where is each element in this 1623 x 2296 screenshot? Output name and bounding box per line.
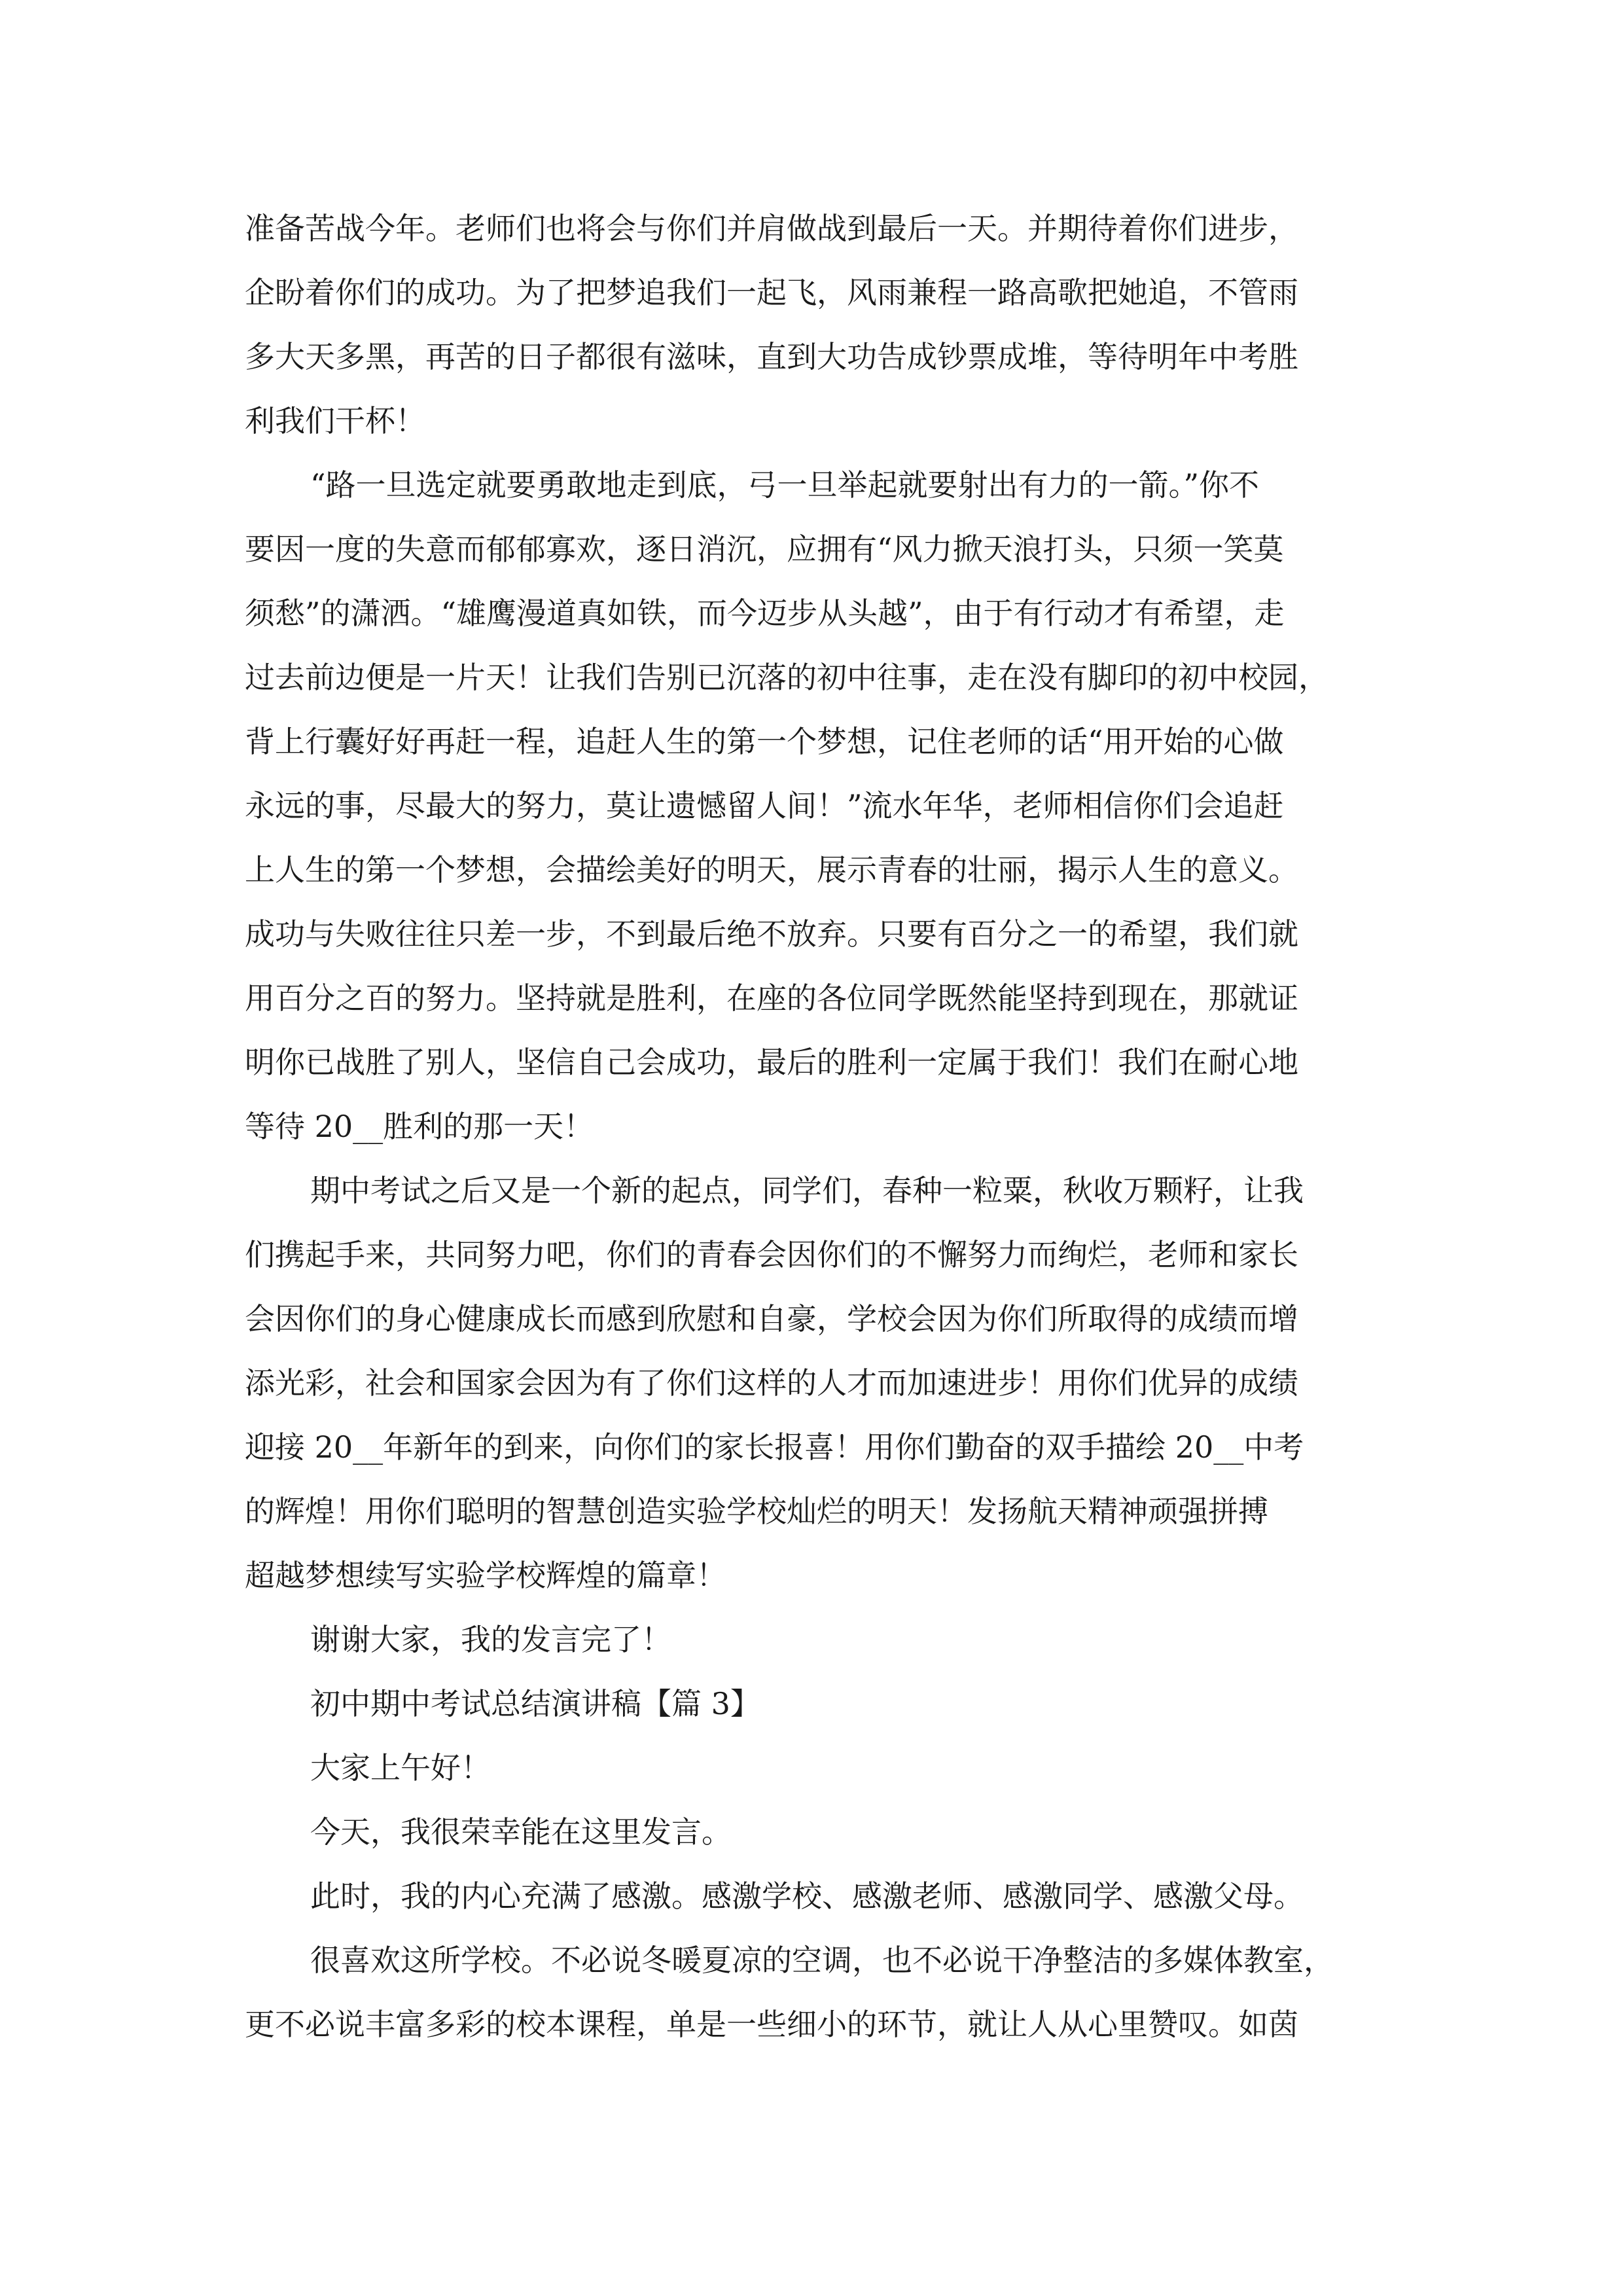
paragraph [245,1736,1397,1800]
text-line: 成功与失败往往只差一步，不到最后绝不放弃。只要有百分之一的希望，我们就 [245,916,1298,952]
text-line: 大家上午好！ [310,1750,491,1785]
text-line: 们携起手来，共同努力吧，你们的青春会因你们的不懈努力而绚烂，老师和家长 [245,1237,1298,1272]
text-line: 期中考试之后又是一个新的起点，同学们，春种一粒粟，秋收万颗籽，让我 [310,1173,1304,1208]
text-line: 超越梦想续写实验学校辉煌的篇章！ [245,1558,726,1593]
paragraph [245,453,1397,1158]
paragraph [245,1800,1397,1864]
paragraph [245,1672,1397,1736]
text-line: 用百分之百的努力。坚持就是胜利，在座的各位同学既然能坚持到现在，那就证 [245,980,1298,1016]
text-line: 会因你们的身心健康成长而感到欣慰和自豪，学校会因为你们所取得的成绩而增 [245,1301,1298,1336]
text-line: 须愁”的潇洒。“雄鹰漫道真如铁，而今迈步从头越”，由于有行动才有希望，走 [245,596,1285,631]
text-line: 的辉煌！用你们聪明的智慧创造实验学校灿烂的明天！发扬航天精神顽强拼搏 [245,1494,1268,1529]
paragraph [245,196,1397,453]
text-line: 企盼着你们的成功。为了把梦追我们一起飞，风雨兼程一路高歌把她追，不管雨 [245,275,1298,310]
paragraph [245,1864,1397,1928]
text-line: 过去前边便是一片天！让我们告别已沉落的初中往事，走在没有脚印的初中校园， [245,660,1329,695]
text-line: “路一旦选定就要勇敢地走到底，弓一旦举起就要射出有力的一箭。”你不 [310,467,1260,503]
document-body [245,196,1397,2056]
text-line: 等待 20__胜利的那一天！ [245,1109,594,1144]
text-line: 迎接 20__年新年的到来，向你们的家长报喜！用你们勤奋的双手描绘 20__中考 [245,1429,1304,1465]
text-line: 永远的事，尽最大的努力，莫让遗憾留人间！”流水年华，老师相信你们会追赶 [245,788,1284,823]
paragraph [245,1928,1397,2056]
text-line: 很喜欢这所学校。不必说冬暖夏凉的空调，也不必说干净整洁的多媒体教室， [310,1943,1334,1978]
text-line: 今天，我很荣幸能在这里发言。 [310,1814,732,1850]
text-line: 初中期中考试总结演讲稿【篇 3】 [310,1686,760,1721]
text-line: 上人生的第一个梦想，会描绘美好的明天，展示青春的壮丽，揭示人生的意义。 [245,852,1298,888]
text-line: 背上行囊好好再赶一程，追赶人生的第一个梦想，记住老师的话“用开始的心做 [245,724,1284,759]
text-line: 利我们干杯！ [245,403,425,439]
text-line: 此时，我的内心充满了感激。感激学校、感激老师、感激同学、感激父母。 [310,1878,1304,1914]
paragraph [245,1607,1397,1672]
paragraph [245,1158,1397,1607]
text-line: 谢谢大家，我的发言完了！ [310,1622,671,1657]
text-line: 要因一度的失意而郁郁寡欢，逐日消沉，应拥有“风力掀天浪打头，只须一笑莫 [245,531,1284,567]
text-line: 添光彩，社会和国家会因为有了你们这样的人才而加速进步！用你们优异的成绩 [245,1365,1298,1401]
text-line: 明你已战胜了别人，坚信自己会成功，最后的胜利一定属于我们！我们在耐心地 [245,1045,1298,1080]
text-line: 更不必说丰富多彩的校本课程，单是一些细小的环节，就让人从心里赞叹。如茵 [245,2007,1298,2042]
text-line: 多大天多黑，再苦的日子都很有滋味，直到大功告成钞票成堆，等待明年中考胜 [245,339,1298,374]
text-line: 准备苦战今年。老师们也将会与你们并肩做战到最后一天。并期待着你们进步， [245,211,1298,246]
